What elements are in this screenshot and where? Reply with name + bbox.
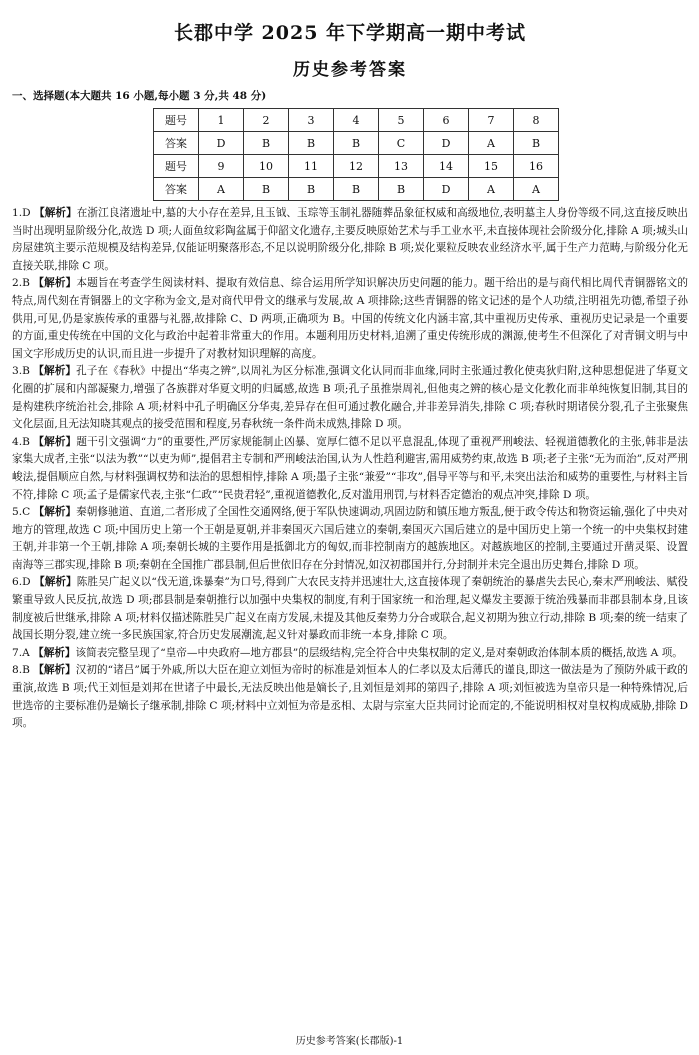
list-item (12, 205, 688, 275)
row-label: 题号 (154, 155, 199, 178)
list-item (12, 645, 688, 663)
item-number: 2.B (12, 277, 30, 290)
table-row (154, 178, 559, 201)
item-number: 5.C (12, 506, 31, 519)
table-cell: 4 (334, 109, 379, 132)
table-cell: 5 (379, 109, 424, 132)
table-cell: D (424, 132, 469, 155)
table-cell: A (199, 178, 244, 201)
table-cell: 7 (469, 109, 514, 132)
row-label: 答案 (154, 132, 199, 155)
item-number: 3.B (12, 365, 30, 378)
row-label: 题号 (154, 109, 199, 132)
item-text: 在浙江良渚遗址中,墓的大小存在差异,且玉钺、玉琮等玉制礼器随葬品象征权威和高级地位,表明墓主人身份等级不同,这直接反映出当时出现明显阶级分化,故选 D 项;人面鱼纹彩陶盆属于仰韶文化遗存,主要反映原始艺术与手工业水平,未直接体现社会阶级分化,排除 A 项;城头山房屋建筑主要示范规模及结构差异,仅能证明聚落形态,不足以说明阶级分化,排除 B 项;炭化粟粒反映农业经济水平,属于生产力范畴,与阶级分化无直接关联,排除 C 项。 (12, 207, 689, 272)
list-item (12, 662, 688, 732)
item-text: 陈胜吴广起义以“伐无道,诛暴秦”为口号,得到广大农民支持并迅速壮大,这直接体现了秦朝统治的暴虐失去民心,秦末严刑峻法、赋役繁重导致人民反抗,故选 D 项;郡县制是秦朝推行以加强中央集权的制度,有利于国家统一和治理,起义爆发主要源于统治残暴而非郡县制本身,且该制度被后世继承,排除 A 项;材料仅描述陈胜吴广起义在南方发展,未提及其他反秦势力分合或联合,起义初期为独立行动,排除 B 项;秦的统一结束了战国长期分裂,建立统一多民族国家,符合历史发展潮流,起义针对暴政而非统一本身,排除 C 项。 (12, 576, 689, 642)
page-footer: 历史参考答案(长郡版)-1 (295, 1036, 404, 1047)
item-number: 7.A (12, 646, 30, 659)
item-number: 8.B (12, 664, 30, 677)
table-cell: 2 (244, 109, 289, 132)
table-cell: B (334, 178, 379, 201)
section-heading: 一、选择题(本大题共 16 小题,每小题 3 分,共 48 分) (12, 90, 267, 102)
item-number: 4.B (12, 435, 30, 448)
table-cell: 12 (334, 155, 379, 178)
page-title: 长郡中学 2025 年下学期高一期中考试 (173, 22, 527, 44)
item-text: 本题旨在考查学生阅读材料、提取有效信息、综合运用所学知识解决历史问题的能力。题干给出的是与商代相比周代青铜器铭文的特点,周代刻在青铜器上的文字称为金文,是对商代甲骨文的继承与发展,故 A 项排除;这些青铜器的铭文记述的是个人功绩,注明祖先功德,希望子孙供用,可见,仍是家族传承的重器与礼器,故排除 C、D 两项,正确项为 B。中国的传统文化内涵丰富,其中重视历史传承、重视历史记录是一个重要的方面,重史传统在中国的文化与政治中起着非常重大的作用。本题利用历史材料,追溯了重史传统形成的渊源,使考生不但深化了对青铜文明与中国文字形成历史的认识,而且进一步提升了对教材知识理解的高度。 (12, 277, 689, 360)
table-cell: B (244, 178, 289, 201)
table-cell: A (469, 178, 514, 201)
table-cell: B (334, 132, 379, 155)
list-item (12, 275, 688, 363)
item-number: 6.D (12, 576, 31, 589)
analysis-tag: 【解析】 (33, 365, 77, 378)
table-row (154, 132, 559, 155)
table-cell: D (424, 178, 469, 201)
table-cell: 11 (289, 155, 334, 178)
table-cell: B (289, 178, 334, 201)
item-number: 1.D (12, 207, 31, 219)
analysis-tag: 【解析】 (34, 207, 77, 219)
item-text: 孔子在《春秋》中提出“华夷之辨”,以周礼为区分标准,强调文化认同而非血缘,同时主张通过教化使夷狄归附,这种思想促进了华夏文化圈的扩展和内部凝聚力,增强了各族群对华夏文明的归属感,故选 B 项;孔子虽推崇周礼,但他夷之辨的核心是文化教化而非单纯恢复旧制,其目的是构建秩序统治社会,排除 A 项;材料中孔子明确区分华夷,差异存在但可通过教化融合,并非差异消失,排除 C 项;春秋时期诸侯分裂,孔子主张聚焦文化层面,且无法知晓其观点的接受范围和程度,另春秋统一条件尚未成熟,排除 D 项。 (12, 365, 689, 431)
row-label: 答案 (154, 178, 199, 201)
document-page (12, 0, 688, 733)
analysis-tag: 【解析】 (33, 277, 77, 290)
table-row (154, 155, 559, 178)
analysis-tag: 【解析】 (33, 506, 77, 519)
table-cell: C (379, 132, 424, 155)
table-cell: 15 (469, 155, 514, 178)
table-cell: B (514, 132, 559, 155)
table-cell: 10 (244, 155, 289, 178)
table-cell: B (289, 132, 334, 155)
item-text: 秦朝修驰道、直道,二者形成了全国性交通网络,便于军队快速调动,巩固边防和镇压地方叛乱,便于政令传达和物资运输,强化了中央对地方的管理,故选 C 项;中国历史上第一个王朝是夏朝,并非秦国灭六国后建立的秦朝,秦国灭六国后建立的是中国历史上第一个统一的中央集权封建王朝,并非第一个王朝,排除 A 项;秦朝长城的主要作用是抵御北方的匈奴,而非控制南方的越族地区。对越族地区的控制,主要通过开凿灵渠、设置南海等三郡实现,排除 B 项;秦朝在全国推广郡县制,但后世依旧存在分封情况,如汉初郡国并行,分封制并未完全退出历史舞台,排除 D 项。 (12, 506, 688, 571)
table-cell: 6 (424, 109, 469, 132)
table-cell: 16 (514, 155, 559, 178)
table-cell: 3 (289, 109, 334, 132)
list-item (12, 504, 688, 574)
list-item (12, 363, 688, 433)
analysis-tag: 【解析】 (34, 576, 77, 589)
table-cell: 14 (424, 155, 469, 178)
item-text: 汉初的“诸吕”属于外戚,所以大臣在迎立刘恒为帝时的标准是刘恒本人的仁孝以及太后薄氏的谨良,即这一做法是为了预防外戚干政的重演,故选 B 项;代王刘恒是刘邦在世诸子中最长,无法反映出他是嫡长子,且刘恒是刘邦的第四子,排除 A 项;刘恒被选为皇帝只是一种特殊情况,后世选帝的主要标准仍是嫡长子继承制,排除 C 项;材料中立刘恒为帝是丞相、太尉与宗室大臣共同讨论而定的,不能说明相权对皇权构成威胁,排除 D 项。 (12, 664, 689, 730)
page-subtitle: 历史参考答案 (293, 60, 407, 80)
table-cell: A (469, 132, 514, 155)
list-item (12, 434, 688, 504)
table-cell: B (379, 178, 424, 201)
analysis-tag: 【解析】 (33, 646, 76, 659)
item-text: 该简表完整呈现了“皇帝—中央政府—地方郡县”的层级结构,完全符合中央集权制的定义,是对秦朝政治体制本质的概括,故选 A 项。 (75, 646, 683, 659)
list-item (12, 574, 688, 644)
item-text: 题干引文强调“力”的重要性,严厉家规能制止凶暴、宽厚仁德不足以平息混乱,体现了重视严刑峻法、轻视道德教化的主张,韩非是法家集大成者,主张“以法为教”“以吏为师”,提倡君主专制和严刑峻法治国,认为人性趋利避害,需用威势约束,故选 B 项;老子主张“无为而治”,反对严刑峻法,提倡顺应自然,与材料强调权势和法治的思想相悖,排除 A 项;墨子主张“兼爱”“非攻”,倡导平等与和平,未突出法治和威势的重要性,与材料主旨不符,排除 C 项;孟子是儒家代表,主张“仁政”“民贵君轻”,重视道德教化,反对滥用刑罚,与材料否定德治的观点冲突,排除 D 项。 (12, 435, 688, 501)
table-cell: 8 (514, 109, 559, 132)
table-cell: 13 (379, 155, 424, 178)
table-cell: B (244, 132, 289, 155)
table-cell: A (514, 178, 559, 201)
table-cell: 9 (199, 155, 244, 178)
analysis-tag: 【解析】 (33, 664, 76, 677)
answer-table (153, 108, 559, 201)
table-cell: 1 (199, 109, 244, 132)
analysis-tag: 【解析】 (33, 435, 77, 448)
table-cell: D (199, 132, 244, 155)
table-row (154, 109, 559, 132)
answer-analysis-list (12, 205, 688, 733)
